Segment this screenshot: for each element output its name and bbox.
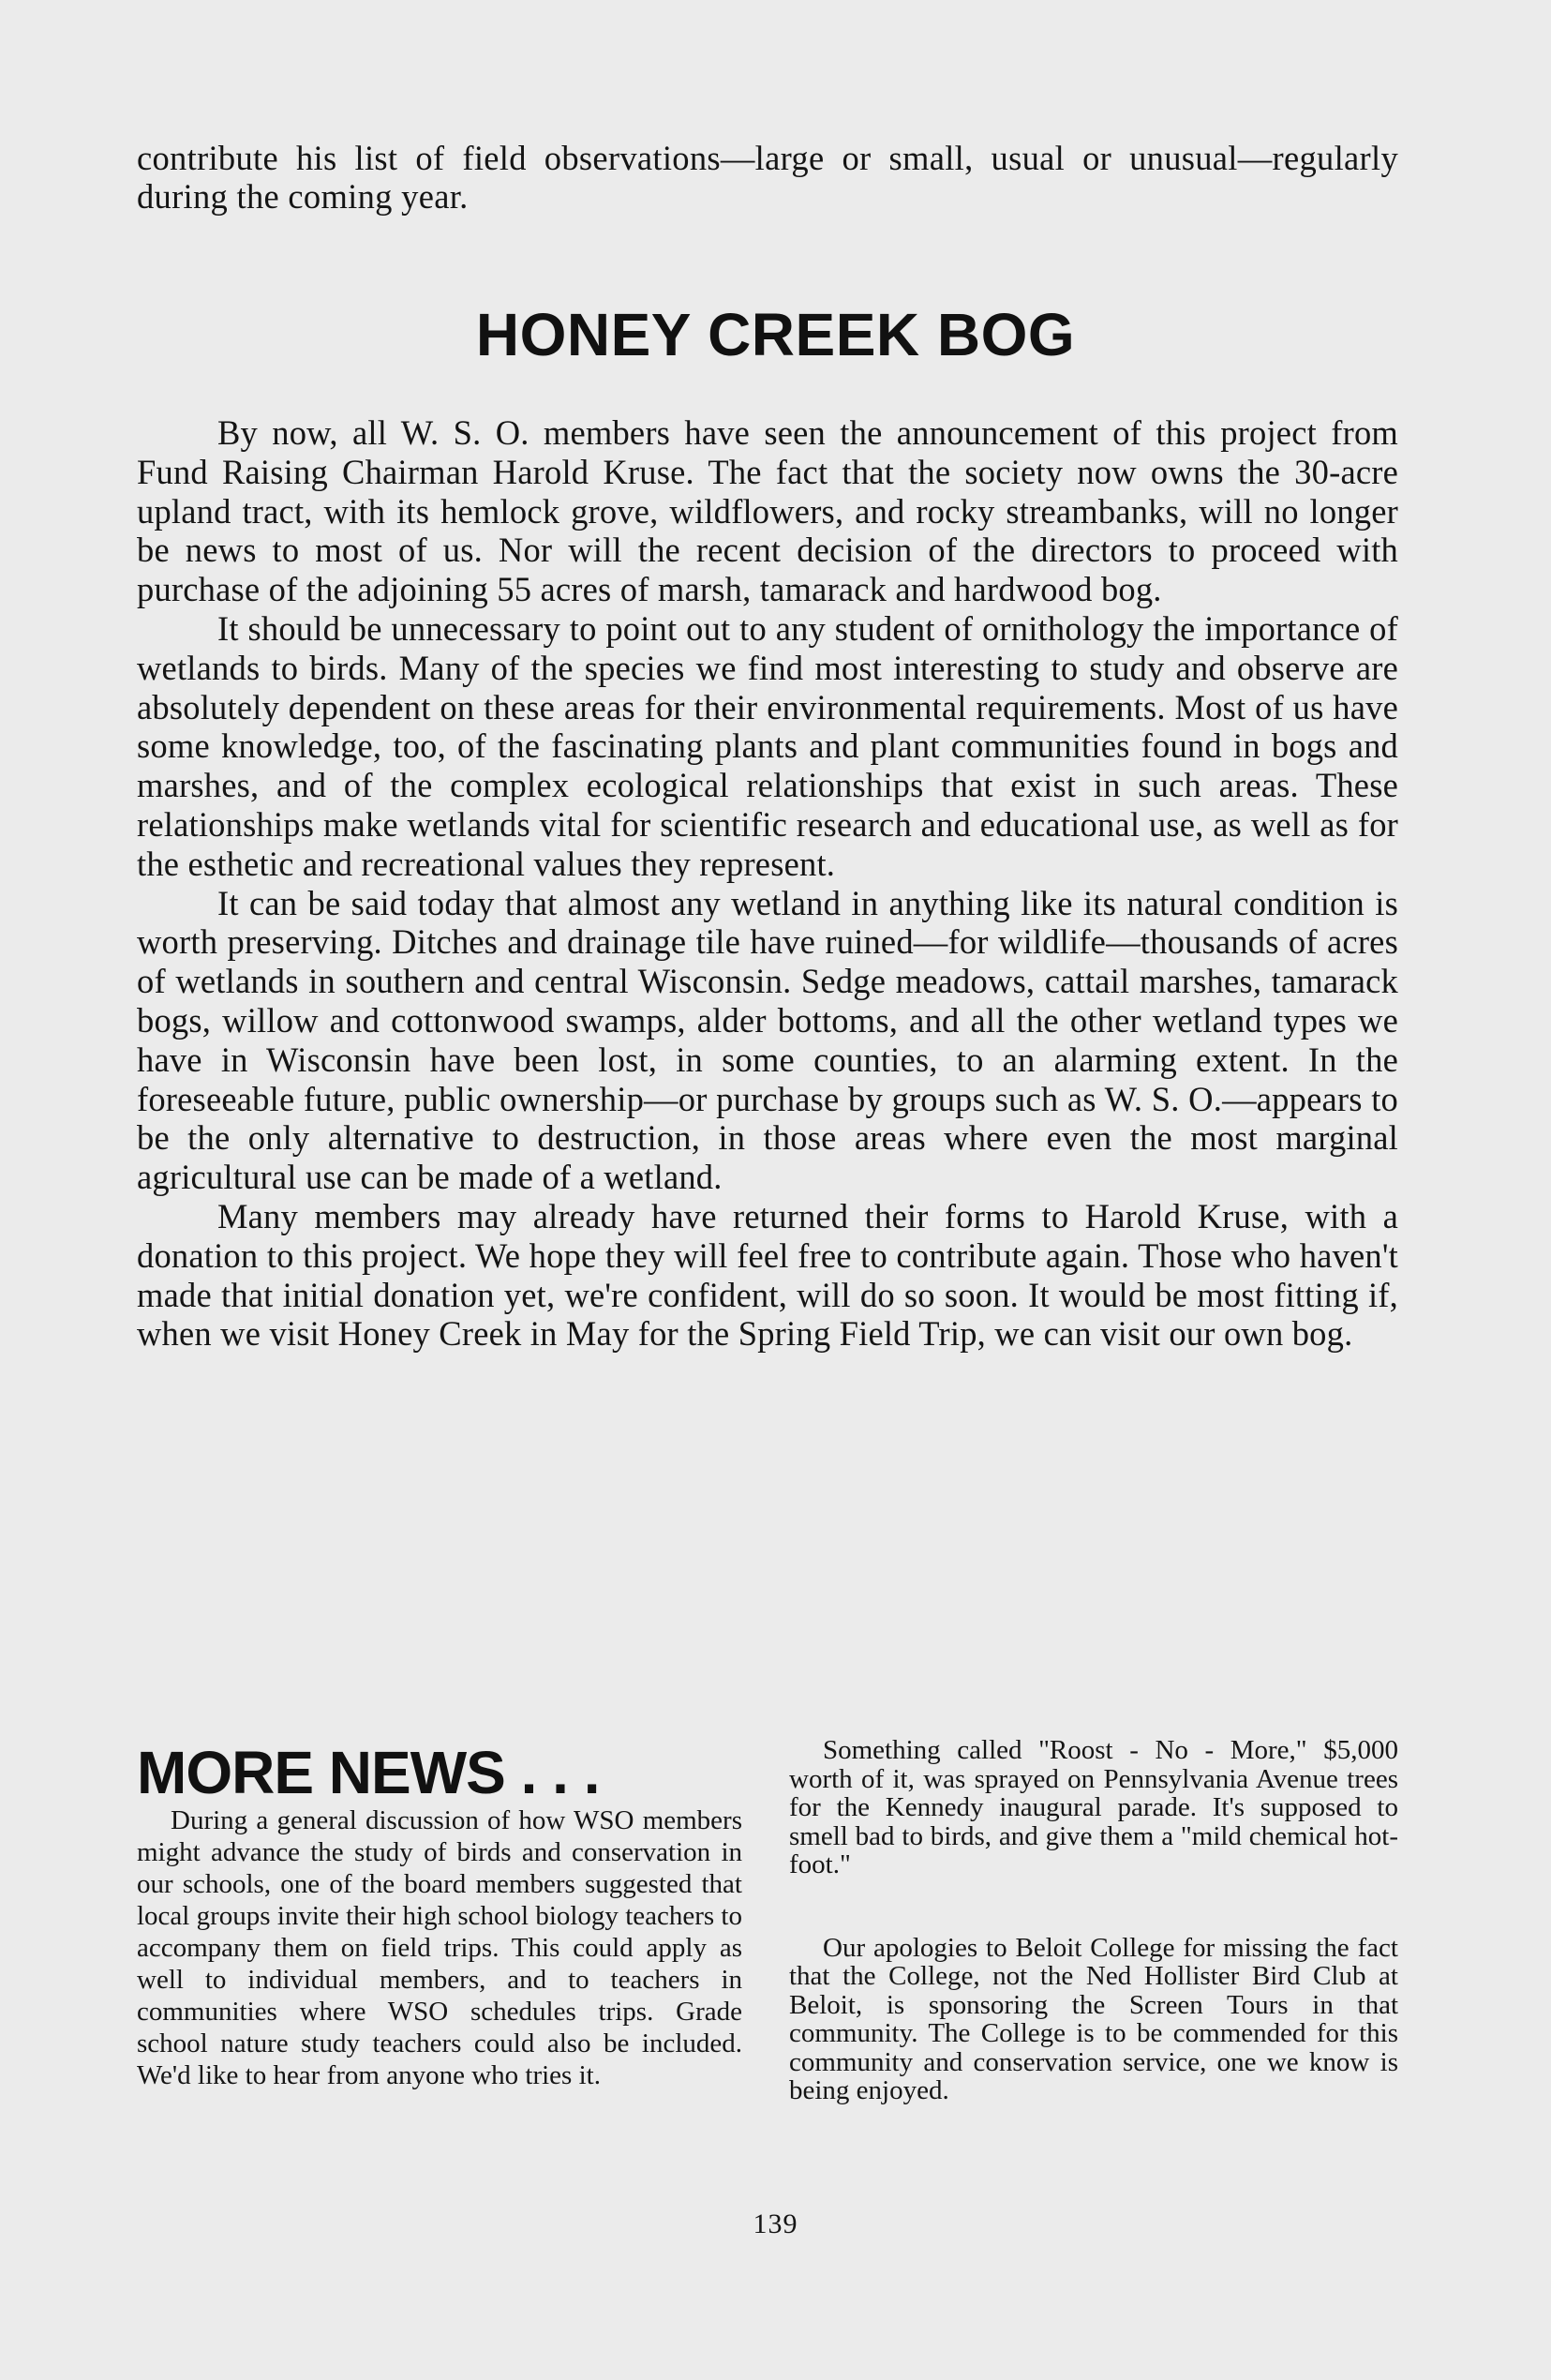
intro-paragraph: contribute his list of field observations—large or small, usual or unusual—regularly during the coming year. [137, 139, 1398, 216]
article-paragraph: Many members may already have returned their forms to Harold Kruse, with a donation to this project. We hope they will feel free to contribute again. Those who haven't made that initial donation yet, we're confident, will do so soon. It would be most fitting if, when we visit Honey Creek in May for the Spring Field Trip, we can visit our own bog. [137, 1196, 1398, 1354]
article-body [137, 413, 1398, 1354]
news-item: Our apologies to Beloit College for missing the fact that the College, not the Ned Hollister Bird Club at Beloit, is sponsoring the Screen Tours in that community. The College is to be commended for this community and conservation service, one we know is being enjoyed. [789, 1932, 1398, 2105]
more-news-right-column [789, 1736, 1398, 2105]
article-paragraph: By now, all W. S. O. members have seen the announcement of this project from Fund Raising Chairman Harold Kruse. The fact that the society now owns the 30-acre upland tract, with its hemlock grove, wildflowers, and rocky streambanks, will no longer be news to most of us. Nor will the recent decision of the directors to proceed with purchase of the adjoining 55 acres of marsh, tamarack and hardwood bog. [137, 413, 1398, 609]
more-news-title: MORE NEWS . . . [137, 1739, 600, 1806]
article-paragraph: It can be said today that almost any wetland in anything like its natural condition is worth preserving. Ditches and drainage tile have ruined—for wildlife—thousands of acres of wetlands in southern and central Wisconsin. Sedge meadows, cattail marshes, tamarack bogs, willow and cottonwood swamps, alder bottoms, and all the other wetland types we have in Wisconsin have been lost, in some counties, to an alarming extent. In the foreseeable future, public ownership—or purchase by groups such as W. S. O.—appears to be the only alternative to destruction, in those areas where even the most marginal agricultural use can be made of a wetland. [137, 883, 1398, 1197]
more-news-left-column [137, 1804, 742, 2091]
article-paragraph: It should be unnecessary to point out to any student of ornithology the importance of wetlands to birds. Many of the species we find most interesting to study and observe are absolutely dependent on these areas for their environmental requirements. Most of us have some knowledge, too, of the fascinating plants and plant communities found in bogs and marshes, and of the complex ecological relationships that exist in such areas. These relationships make wetlands vital for scientific research and educational use, as well as for the esthetic and recreational values they represent. [137, 608, 1398, 883]
page-number: 139 [753, 2208, 798, 2239]
news-item: During a general discussion of how WSO members might advance the study of birds and conservation in our schools, one of the board members suggested that local groups invite their high school biology teachers to accompany them on field trips. This could apply as well to individual members, and to teachers in communities where WSO schedules trips. Grade school nature study teachers could also be included. We'd like to hear from anyone who tries it. [137, 1805, 742, 2090]
article-title: HONEY CREEK BOG [475, 301, 1076, 368]
news-item: Something called "Roost - No - More," $5,000 worth of it, was sprayed on Pennsylvania Avenue trees for the Kennedy inaugural parade. It's supposed to smell bad to birds, and give them a "mild chemical hot-foot." [789, 1735, 1398, 1879]
